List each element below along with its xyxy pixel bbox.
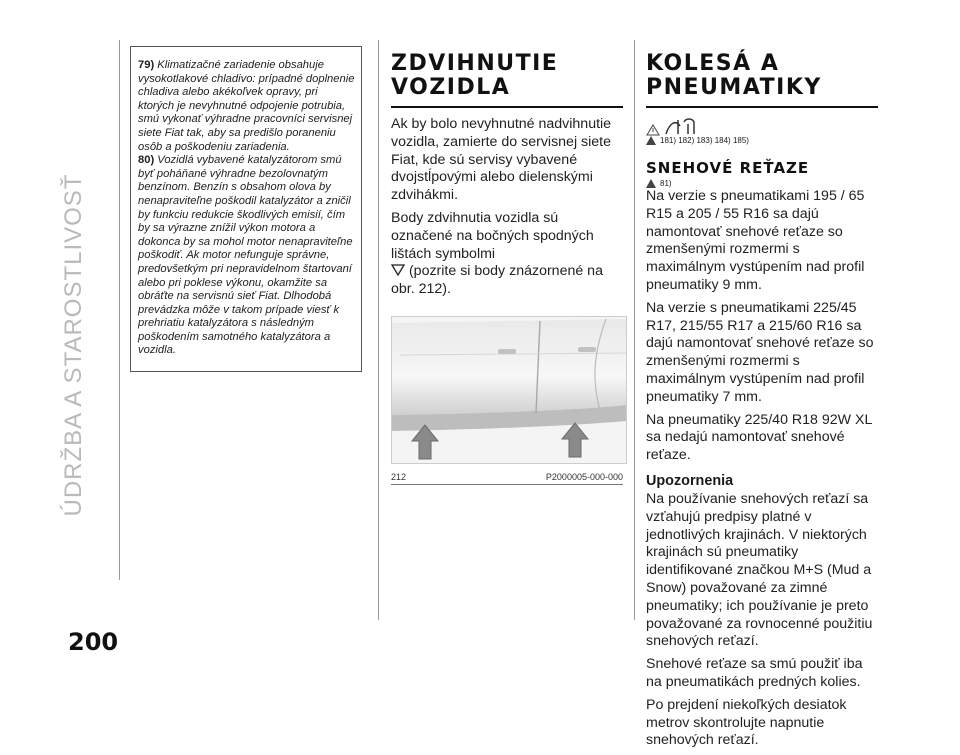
paragraph: Na pneumatiky 225/40 R18 92W XL sa nedajú namontovať snehové reťaze. (646, 411, 872, 464)
environment-icon (664, 116, 700, 136)
warning-triangle-icon (646, 136, 656, 145)
chapter-side-title: ÚDRŽBA A STAROSTLIVOSŤ (60, 173, 87, 517)
lifting-section (391, 52, 623, 485)
icon-row (646, 116, 878, 136)
paragraph: Na používanie snehových reťazí sa vzťahujú predpisy platné v jednotlivých krajinách. V niektorých krajinách sú pneumatiky identifikované značkou M+S (Mud a Snow) považované za zimné pneumatiky; ich používanie je preto považované za rovnocenné použitiu snehových reťazí. (646, 490, 873, 650)
note-79: 79) Klimatizačné zariadenie obsahuje vysokotlakové chladivo: prípadné doplnenie chladiva alebo akékoľvek opravy, pri ktorých je nevyhnutné odpojenie potrubia, smú vykonať výhradne pracovníci servisnej siete Fiat tak, aby sa predišlo poraneniu osôb a poškodeniu zariadenia. (138, 59, 355, 153)
paragraph: Ak by bolo nevyhnutné nadvihnutie vozidla, zamierte do servisnej siete Fiat, kde sú servisy vybavené dvojstĺpovými alebo dielenskými zdvihákmi. (391, 116, 612, 204)
warning-heading: Upozornenia (646, 472, 734, 489)
title-rule (646, 106, 878, 108)
page-number: 200 (68, 628, 119, 656)
title-rule (391, 106, 623, 108)
paragraph: Na verzie s pneumatikami 225/45 R17, 215/55 R17 a 215/60 R16 sa dajú namontovať snehové reťaze so zmenšenými rozmermi s maximálnym vystúpením nad profil pneumatiky 7 mm. (646, 299, 874, 405)
figure-number: 212 (391, 471, 407, 482)
section-title: KOLESÁ A PNEUMATIKY (646, 51, 822, 100)
hazard-warning-icon (646, 124, 660, 136)
paragraph: Body zdvihnutia vozidla sú označené na bočných spodných lištách symbolmi (pozrite si body znázornené na obr. 212). (391, 209, 603, 298)
warning-reference: 81) (646, 179, 878, 188)
warning-triangle-icon (646, 179, 656, 188)
figure-code: P2000005-000-000 (545, 471, 623, 482)
note-80: 80) Vozidlá vybavené katalyzátorom smú byť poháňané výhradne bezolovnatým benzínom. Benzín s obsahom olova by nenapraviteľne poškodil katalyzátor a zničil by funkciu redukcie škodlivých emisií, čím by sa výrazne znížil výkon motora a dokonca by sa mohol motor nenapraviteľne poškodiť. Ak motor nefunguje správne, predovšetkým pri nepravidelnom štartovaní alebo pri poklese výkonu, okamžite sa obráťte na servisnú sieť Fiat. Dlhodobá prevádzka môže v takom prípade viesť k prehriatiu katalyzátora s následným poškodením samotného katalyzátora a vozidla. (138, 154, 353, 357)
caption-rule (391, 484, 623, 485)
wheels-section (646, 52, 878, 755)
column-divider (119, 40, 120, 580)
subsection-title: SNEHOVÉ REŤAZE (646, 159, 810, 177)
figure-caption (391, 472, 623, 482)
figure-lift-points (391, 316, 627, 464)
lift-point-triangle-icon (391, 264, 405, 276)
paragraph: Po prejdení niekoľkých desiatok metrov skontrolujte napnutie snehových reťazí. (646, 696, 847, 749)
car-side-illustration (392, 317, 626, 463)
section-title: ZDVIHNUTIE VOZIDLA (391, 51, 559, 100)
column-divider (634, 40, 635, 620)
warning-references: 181) 182) 183) 184) 185) (646, 136, 878, 145)
column-divider (378, 40, 379, 620)
paragraph: Na verzie s pneumatikami 195 / 65 R15 a 205 / 55 R16 sa dajú namontovať snehové reťaze so zmenšenými rozmermi s maximálnym vystúpením nad profil pneumatiky 9 mm. (646, 188, 865, 293)
notes-box (130, 46, 362, 372)
paragraph: Snehové reťaze sa smú použiť iba na pneumatikách predných kolies. (646, 656, 863, 690)
